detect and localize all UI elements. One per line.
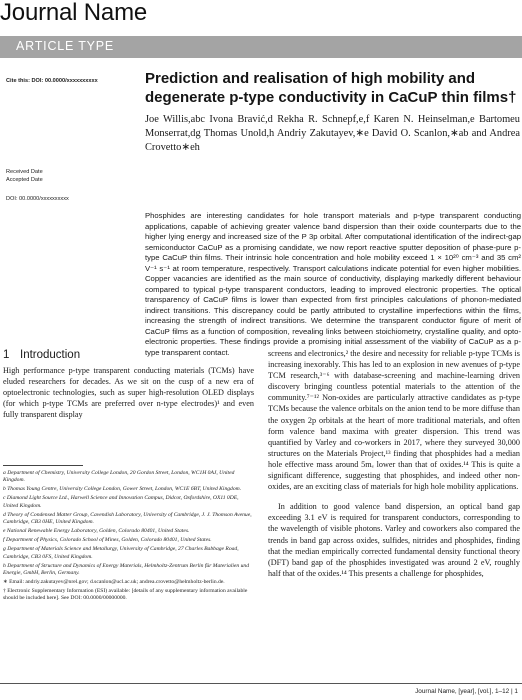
footnote-item: g Department of Materials Science and Metallurgy, University of Cambridge, 27 Charles Babbage Road, Cambridge, CB3 0FS, United Kingdom. xyxy=(3,546,239,560)
footnote-item: h Department of Structure and Dynamics of Energy Materials, Helmholtz-Zentrum Berlin für Materialien und Energie, GmbH, Berlin, Germany. xyxy=(3,562,249,577)
footnote-item: a Department of Chemistry, University College London, 20 Gordon Street, London, WC1H 0AJ, United Kingdom. xyxy=(3,470,235,484)
footnote-item: e National Renewable Energy Laboratory, Golden, Colorado 80401, United States. xyxy=(3,528,190,535)
accepted-date: Accepted Date xyxy=(6,177,43,183)
article-type: ARTICLE TYPE xyxy=(16,39,115,53)
abstract: Phosphides are interesting candidates for hole transport materials and p-type transparent conducting applications, capable of achieving greater valence band dispersion than their oxide counterparts due to the higher lying energy and increased size of the P 3p orbital. After computational identification of the indirect-gap semiconductor CaCuP as a promising candidate, we now report reactive sputter deposition of phase-pure p-type CaCuP thin films. Their intrinsic hole concentration and hole mobility exceed 1 × 10²⁰ cm⁻³ and 35 cm² V⁻¹ s⁻¹ at room temperature, respectively. Transport calculations indicate potential for even higher mobilities. Copper vacancies are identified as the main source of conductivity, displaying markedly different behaviour compared to typical p-type transparent conductors, leading to improved electronic properties. The optical transparency of CaCuP films is lower than expected from first principles calculations of phonon-mediated indirect transitions. This discrepancy could be partly attributed to crystalline imperfections within the films, increasing the strength of indirect transitions. We determine the transparent conductor figure of merit of CaCuP films as a function of composition, revealing links between stoichiometry, crystalline quality, and opto-electronic properties. These findings provide a promising initial assessment of the viability of CaCuP as a p-type transparent contact. xyxy=(145,211,521,357)
footnote-rule xyxy=(3,465,83,466)
footnote-item: f Department of Physics, Colorado School of Mines, Golden, Colorado 80401, United States. xyxy=(3,537,212,544)
footnote-item: d Theory of Condensed Matter Group, Cavendish Laboratory, University of Cambridge, J. J. Thomson Avenue, Cambridge, CB3 0HE, United Kingdom. xyxy=(3,511,252,526)
paper-title: Prediction and realisation of high mobility and degenerate p-type conductivity in CaCuP thin films† xyxy=(145,70,517,106)
section-number: 1 xyxy=(3,349,10,361)
cite-doi: Cite this: DOI: 00.0000/xxxxxxxxxx xyxy=(6,78,98,84)
footnote-email: ∗ Email: andriy.zakutayev@nrel.gov; d.scanlon@ucl.ac.uk; andrea.crovetto@helmholtz-berlin.de. xyxy=(3,579,225,586)
journal-name: Journal Name xyxy=(0,0,148,26)
submission-dates xyxy=(6,168,43,184)
article-type-banner xyxy=(0,36,522,58)
section-title: Introduction xyxy=(20,349,81,361)
footer-rule xyxy=(0,683,522,684)
intro-paragraph: High performance p-type transparent conducting materials (TCMs) have eluded researchers for decades. As we sit on the cusp of a new era of optoelectronic technologies, such as super high-resolution OLED displays (for which p-type TCMs are preferred over n-type electrodes)¹ and even fully transparent display xyxy=(3,366,254,420)
affiliation-footnotes xyxy=(3,465,254,604)
author-list: Joe Willis,abc Ivona Bravić,d Rekha R. Schnepf,e,f Karen N. Heinselman,e Bartomeu Monserrat,dg Thomas Unold,h Andriy Zakutayev,∗e David O. Scanlon,∗ab and Andrea Crovetto∗eh xyxy=(145,114,520,153)
right-column-body xyxy=(268,348,520,579)
section-heading-introduction xyxy=(3,349,80,361)
footnote-item: c Diamond Light Source Ltd., Harwell Science and Innovation Campus, Didcot, Oxfordshire, OX11 0DE, United Kingdom. xyxy=(3,495,239,509)
esi-note: † Electronic Supplementary Information (ESI) available: [details of any supplementary information available should be included here]. See DOI: 00.0000/00000000. xyxy=(3,588,248,602)
page-footer: Journal Name, [year], [vol.], 1–12 | 1 xyxy=(415,688,518,695)
article-doi: DOI: 00.0000/xxxxxxxxxx xyxy=(6,196,69,202)
left-column-body xyxy=(3,365,254,420)
footnote-item: b Thomas Young Centre, University College London, Gower Street, London, WC1E 6BT, United Kingdom. xyxy=(3,486,242,493)
received-date: Received Date xyxy=(6,169,43,175)
intro-paragraph: In addition to good valence band dispersion, an optical band gap exceeding 3.1 eV is required for transparent conductors, corresponding to the wavelength of visible photons. Varley and coworkers also compared the trends in band gap across oxides, sulfides, nitrides and phosphides, finding that the median empirically corrected fundamental density functional theory (DFT) band gap of the phosphides investigated was around 2 eV, roughly half that of the oxides.¹⁴ This presents a challenge for phosphides, xyxy=(268,502,520,578)
intro-paragraph: screens and electronics,² the desire and necessity for reliable p-type TCMs is increasing inexorably. This has led to an explosion in new avenues of p-type TCM research,³⁻⁶ with database-screening and machine-learning driven discovery bringing countless potential materials to the attention of the community.⁷⁻¹² Non-oxides are particularly attractive candidates as p-type TCMs because the valence orbitals on the anion tend to be more diffuse than the oxygen 2p orbitals at the heart of more traditional materials, and often form valence band maxima with greater dispersion. This trend was quantified by Varley and co-workers in 2017, where they surveyed 30,000 structures on the Materials Project,¹³ finding that phosphides had a median hole effective mass around 5mₑ lower than that of oxides.¹⁴ This is quite a significant difference, suggesting that phosphides, and indeed other non-oxides, are an exciting class of materials for high hole mobility applications. xyxy=(268,349,520,492)
